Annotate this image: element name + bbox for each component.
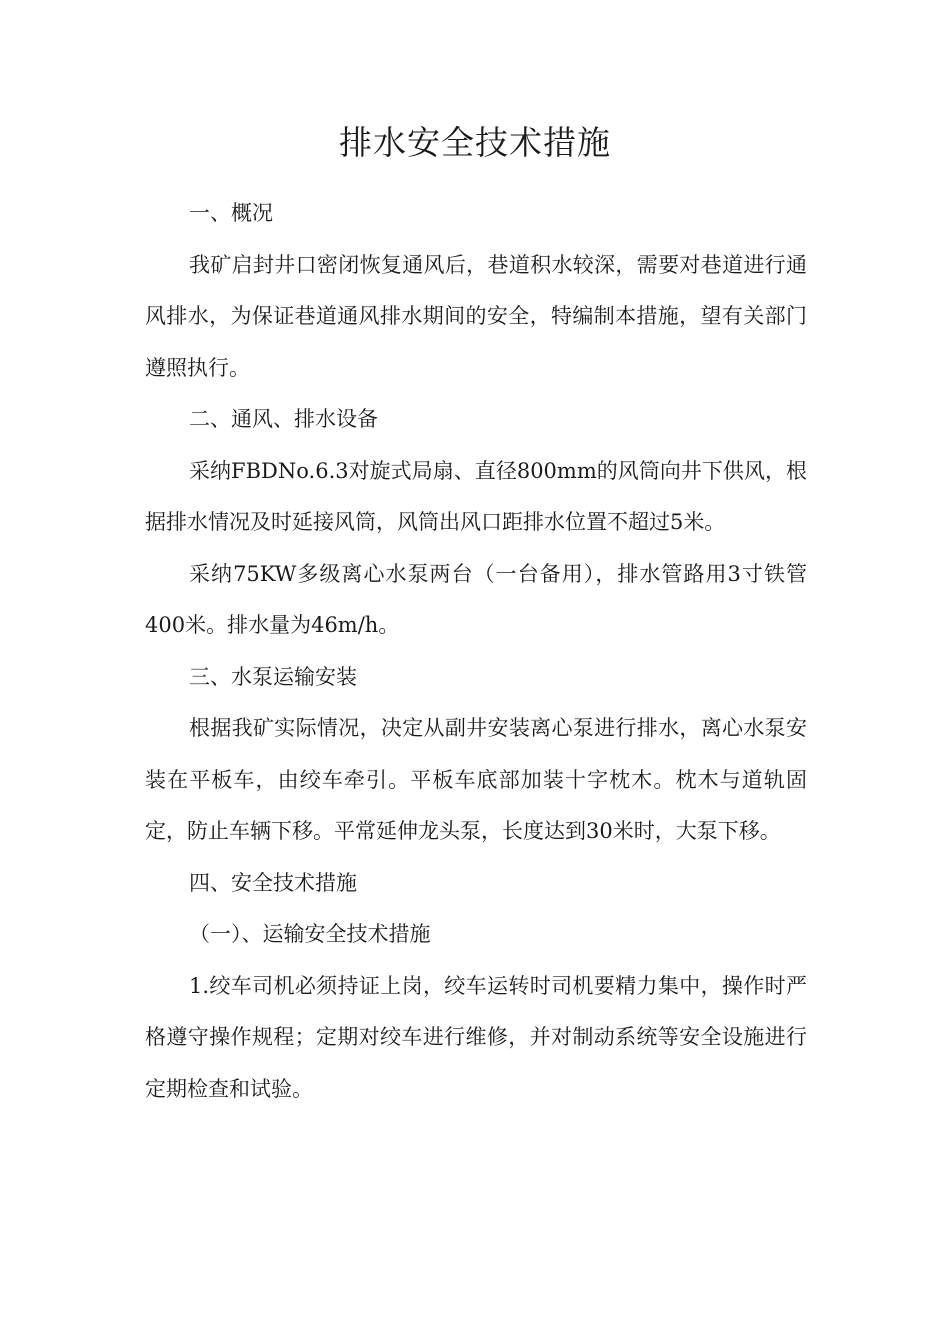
- section-heading-overview: 一、概况: [189, 201, 273, 225]
- section-heading-safety-measures: 四、安全技术措施: [189, 870, 357, 895]
- paragraph-pumps: 采纳75KW多级离心水泵两台（一台备用），排水管路用3寸铁管400米。排水量为46m/h。: [145, 561, 807, 637]
- paragraph-pump-installation: 根据我矿实际情况，决定从副井安装离心泵进行排水，离心水泵安装在平板车，由绞车牵引。平板车底部加装十字枕木。枕木与道轨固定，防止车辆下移。平常延伸龙头泵，长度达到30米时，大泵下移。: [145, 716, 807, 843]
- document-body: [145, 188, 807, 1115]
- document-title: 排水安全技术措施: [339, 123, 611, 162]
- section-heading-pump-installation: 三、水泵运输安装: [189, 664, 357, 689]
- paragraph-overview: 我矿启封井口密闭恢复通风后，巷道积水较深，需要对巷道进行通风排水，为保证巷道通风排水期间的安全，特编制本措施，望有关部门遵照执行。: [145, 252, 807, 380]
- paragraph-ventilation: 采纳FBDNo.6.3对旋式局扇、直径800mm的风筒向井下供风，根据排水情况及时延接风筒，风筒出风口距排水位置不超过5米。: [145, 458, 807, 534]
- section-heading-equipment: 二、通风、排水设备: [189, 407, 378, 431]
- paragraph-winch-operator: 1.绞车司机必须持证上岗，绞车运转时司机要精力集中，操作时严格遵守操作规程；定期对绞车进行维修，并对制动系统等安全设施进行定期检查和试验。: [145, 973, 807, 1101]
- subsection-heading-transport-safety: （一）、运输安全技术措施: [189, 922, 431, 946]
